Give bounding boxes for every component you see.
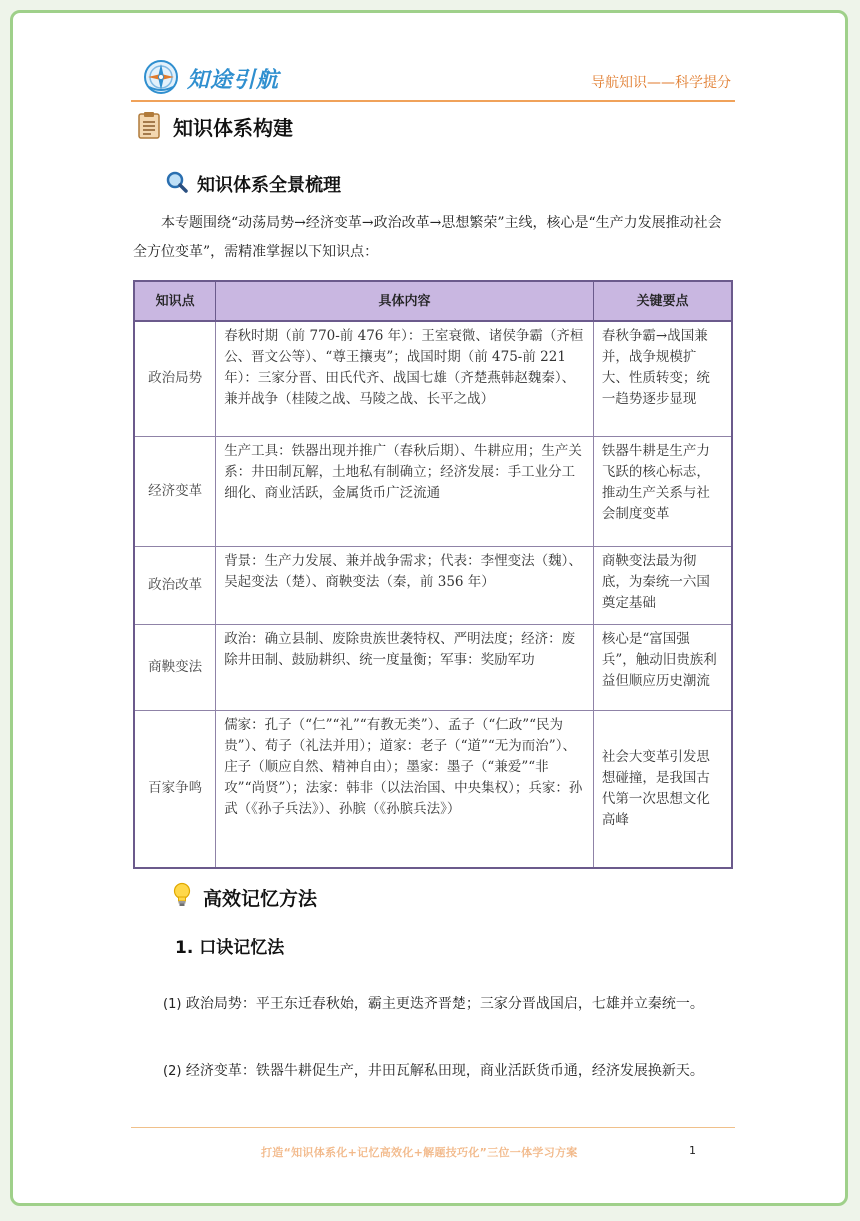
footer-tagline: 打造“知识体系化+记忆高效化+解题技巧化”三位一体学习方案 (261, 1146, 578, 1159)
method-title: 1. 口诀记忆法 (175, 938, 285, 958)
mnemonic-paragraph (133, 1056, 731, 1087)
table-row (134, 546, 732, 624)
table-row (134, 436, 732, 546)
content-cell: 春秋时期（前 770-前 476 年）：王室衰微、诸侯争霸（齐桓公、晋文公等）、“尊王攘夷”；战国时期（前 475-前 221 年）：三家分晋、田氏代齐、战国七雄（齐楚燕韩赵魏秦）、兼并战争（桂陵之战、马陵之战、长平之战） (216, 321, 594, 436)
content-cell: 背景：生产力发展、兼并战争需求；代表：李悝变法（魏）、吴起变法（楚）、商鞅变法（秦，前 356 年） (216, 546, 594, 624)
table-header-cell: 关键要点 (593, 281, 732, 321)
knowledge-point-cell: 经济变革 (134, 436, 216, 546)
table-row (134, 321, 732, 436)
content-cell: 儒家：孔子（“仁”“礼”“有教无类”）、孟子（“仁政”“民为贵”）、荀子（礼法并用）；道家：老子（“道”“无为而治”）、庄子（顺应自然、精神自由）；墨家：墨子（“兼爱”“非攻”“尚贤”）；法家：韩非（以法治国、中央集权）；兵家：孙武（《孙子兵法》）、孙膑（《孙膑兵法》） (216, 710, 594, 868)
table-row (134, 624, 732, 710)
table-row (134, 710, 732, 868)
footer-divider (131, 1127, 735, 1128)
knowledge-point-cell: 政治改革 (134, 546, 216, 624)
knowledge-table (133, 280, 733, 869)
compass-logo-icon (143, 59, 179, 95)
mnemonic-number: (1) (163, 997, 182, 1012)
mnemonic-number: (2) (163, 1064, 182, 1079)
brand-name: 知途引航 (187, 68, 280, 93)
mnemonic-text: 经济变革：铁器牛耕促生产，井田瓦解私田现，商业活跃货币通，经济发展换新天。 (185, 1063, 704, 1079)
memory-methods-title: 高效记忆方法 (203, 888, 318, 910)
content-cell: 政治：确立县制、废除贵族世袭特权、严明法度；经济：废除井田制、鼓励耕织、统一度量衡；军事：奖励军功 (216, 624, 594, 710)
lightbulb-icon (173, 882, 191, 908)
key-point-cell: 商鞅变法最为彻底，为秦统一六国奠定基础 (593, 546, 732, 624)
table-header-cell: 知识点 (134, 281, 216, 321)
key-point-cell: 核心是“富国强兵”，触动旧贵族利益但顺应历史潮流 (593, 624, 732, 710)
table-header-row (134, 281, 732, 321)
content-cell: 生产工具：铁器出现并推广（春秋后期）、牛耕应用；生产关系：井田制瓦解，土地私有制确立；经济发展：手工业分工细化、商业活跃，金属货币广泛流通 (216, 436, 594, 546)
knowledge-point-cell: 商鞅变法 (134, 624, 216, 710)
header-divider (131, 100, 735, 102)
header-slogan: 导航知识——科学提分 (591, 75, 731, 91)
knowledge-point-cell: 百家争鸣 (134, 710, 216, 868)
subsection-title: 知识体系全景梳理 (197, 175, 341, 196)
table-header-cell: 具体内容 (216, 281, 594, 321)
section-title: 知识体系构建 (173, 116, 293, 140)
intro-paragraph: 本专题围绕“动荡局势→经济变革→政治改革→思想繁荣”主线，核心是“生产力发展推动社会全方位变革”，需精准掌握以下知识点： (133, 215, 722, 260)
key-point-cell: 春秋争霸→战国兼并，战争规模扩大、性质转变；统一趋势逐步显现 (593, 321, 732, 436)
key-point-cell: 铁器牛耕是生产力飞跃的核心标志，推动生产关系与社会制度变革 (593, 436, 732, 546)
knowledge-point-cell: 政治局势 (134, 321, 216, 436)
page-number: 1 (689, 1144, 696, 1157)
mnemonic-text: 政治局势：平王东迁春秋始，霸主更迭齐晋楚；三家分晋战国启，七雄并立秦统一。 (185, 996, 704, 1012)
mnemonic-paragraph (133, 989, 731, 1020)
clipboard-icon (137, 111, 161, 139)
key-point-cell: 社会大变革引发思想碰撞，是我国古代第一次思想文化高峰 (593, 710, 732, 868)
magnifier-icon (166, 171, 188, 193)
document-page (10, 10, 848, 1206)
